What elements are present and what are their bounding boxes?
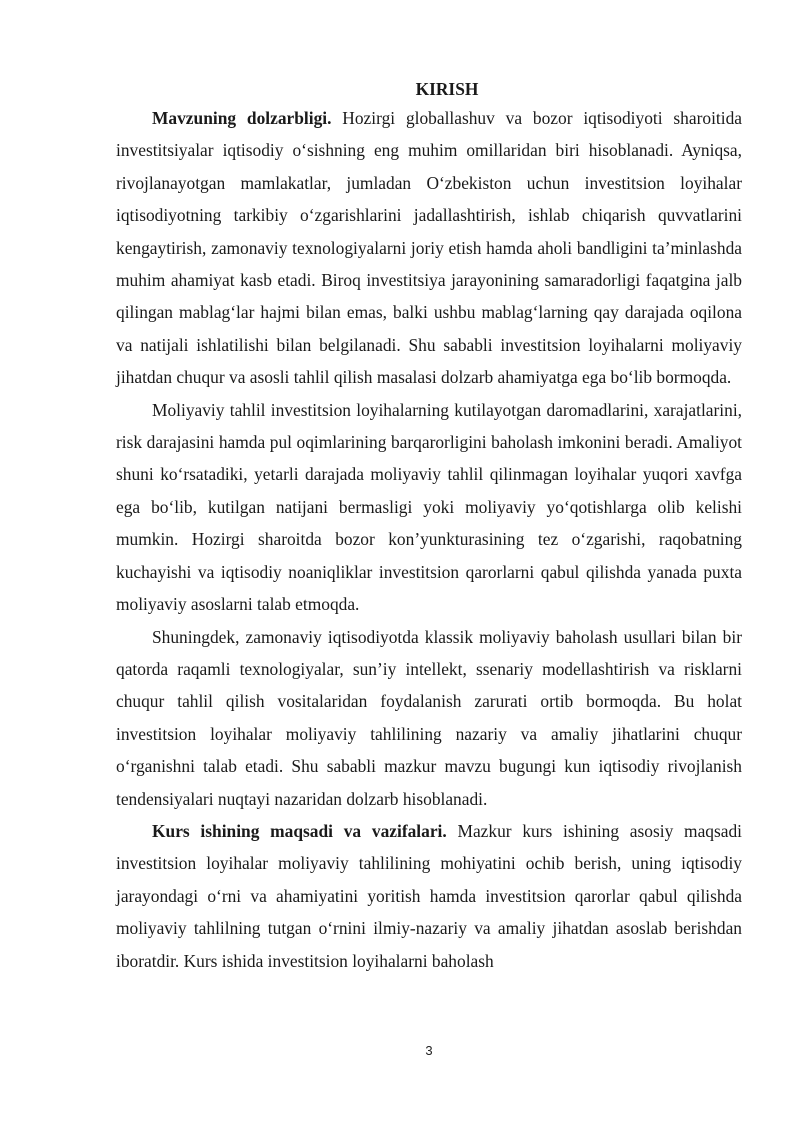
page-number: 3 — [425, 1043, 433, 1058]
paragraph-text: Shuningdek, zamonaviy iqtisodiyotda klassik moliyaviy baholash usullari bilan bir qatorda raqamli texnologiyalar, sun’iy intellekt, ssenariy modellashtirish va risklarni chuqur tahlil qilish vositalaridan foydalanish zarurati ortib bormoqda. Bu holat investitsion loyihalar moliyaviy tahlilining nazariy va amaliy jihatlarini chuqur o‘rganishni talab etadi. Shu sababli mazkur mavzu bugungi kun iqtisodiy rivojlanish tendensiyalari nuqtayi nazaridan dolzarb hisoblanadi. — [116, 626, 742, 809]
paragraph-lead: Kurs ishining maqsadi va vazifalari. — [152, 820, 447, 841]
section-heading: KIRISH — [415, 79, 479, 99]
document-body — [116, 76, 742, 977]
paragraph-modern-methods — [116, 621, 742, 815]
paragraph-relevance — [116, 102, 742, 394]
paragraph-text: Moliyaviy tahlil investitsion loyihalarning kutilayotgan daromadlarini, xarajatlarini, risk darajasini hamda pul oqimlarining barqarorligini baholash imkonini beradi. Amaliyot shuni ko‘rsatadiki, yetarli darajada moliyaviy tahlil qilinmagan loyihalar yuqori xavfga ega bo‘lib, kutilgan natijani bermasligi yoki moliyaviy yo‘qotishlarga olib kelishi mumkin. Hozirgi sharoitda bozor kon’yunkturasining tez o‘zgarishi, raqobatning kuchayishi va iqtisodiy noaniqliklar investitsion qarorlarni qabul qilishda yanada puxta moliyaviy asoslarni talab etmoqda. — [116, 399, 742, 615]
paragraph-financial-analysis — [116, 394, 742, 621]
paragraph-lead: Mavzuning dolzarbligi. — [152, 108, 332, 128]
paragraph-text: Hozirgi globallashuv va bozor iqtisodiyoti sharoitida investitsiyalar iqtisodiy o‘sishning eng muhim omillaridan biri hisoblanadi. Ayniqsa, rivojlanayotgan mamlakatlar, jumladan O‘zbekiston uchun investitsion loyihalar iqtisodiyotning tarkibiy o‘zgarishlarini jadallashtirish, ishlab chiqarish quvvatlarini kengaytirish, zamonaviy texnologiyalarni joriy etish hamda aholi bandligini ta’minlashda muhim ahamiyat kasb etadi. Biroq investitsiya jarayonining samaradorligi faqatgina jalb qilingan mablag‘lar hajmi bilan emas, balki ushbu mablag‘larning qay darajada oqilona va natijali ishlatilishi bilan belgilanadi. Shu sababli investitsion loyihalarni moliyaviy jihatdan chuqur va asosli tahlil qilish masalasi dolzarb ahamiyatga ega bo‘lib bormoqda. — [116, 108, 742, 388]
paragraph-goals — [116, 815, 742, 977]
paragraph-text: Mazkur kurs ishining asosiy maqsadi investitsion loyihalar moliyaviy tahlilining mohiyatini ochib berish, uning iqtisodiy jarayondagi o‘rni va ahamiyatini yoritish hamda investitsion qarorlar qabul qilishda moliyaviy tahlilning tutgan o‘rnini ilmiy-nazariy va amaliy jihatdan asoslab berishdan iboratdir. Kurs ishida investitsion loyihalarni baholash — [116, 820, 742, 971]
